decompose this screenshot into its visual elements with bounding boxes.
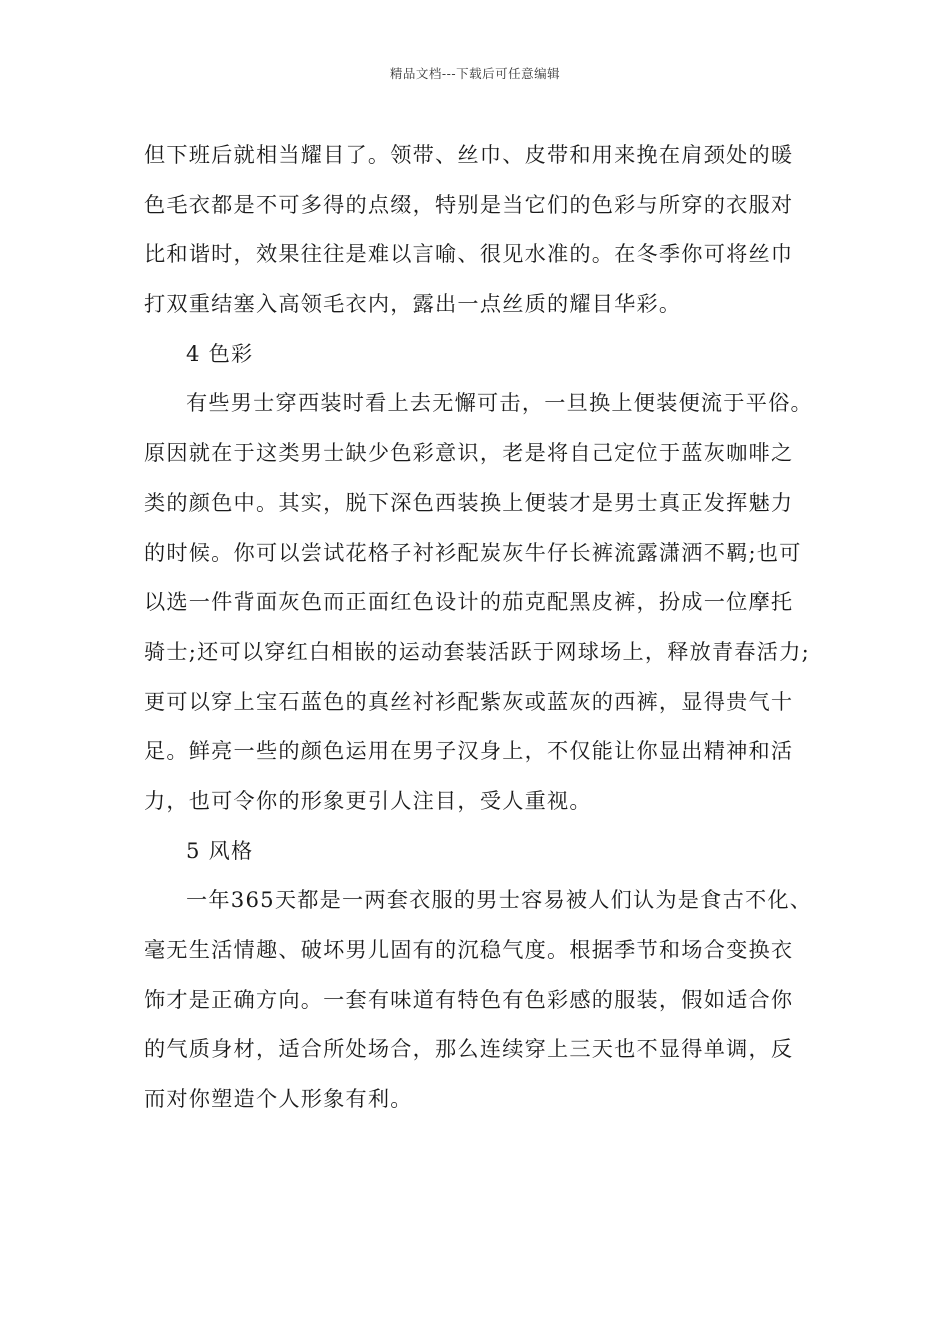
text-line: 的气质身材，适合所处场合，那么连续穿上三天也不显得单调，反 — [144, 1036, 794, 1062]
text-line: 类的颜色中。其实，脱下深色西装换上便装才是男士真正发挥魅力 — [144, 489, 794, 515]
text-line: 饰才是正确方向。一套有味道有特色有色彩感的服装，假如适合你 — [144, 986, 794, 1012]
text-line: 一年365天都是一两套衣服的男士容易被人们认为是食古不化、 — [186, 887, 813, 913]
text-line: 更可以穿上宝石蓝色的真丝衬衫配紫灰或蓝灰的西裤，显得贵气十 — [144, 688, 794, 714]
text-line: 骑士;还可以穿红白相嵌的运动套装活跃于网球场上，释放青春活力; — [144, 638, 810, 664]
text-line: 以选一件背面灰色而正面红色设计的茄克配黑皮裤，扮成一位摩托 — [144, 589, 794, 615]
text-line: 5 风格 — [186, 837, 254, 863]
text-line: 有些男士穿西装时看上去无懈可击，一旦换上便装便流于平俗。 — [186, 390, 813, 416]
text-line: 比和谐时，效果往往是难以言喻、很见水准的。在冬季你可将丝巾 — [144, 241, 794, 267]
text-line: 但下班后就相当耀目了。领带、丝巾、皮带和用来挽在肩颈处的暖 — [144, 142, 794, 167]
text-line: 的时候。你可以尝试花格子衬衫配炭灰牛仔长裤流露潇洒不羁;也可 — [144, 539, 802, 565]
text-line: 力，也可令你的形象更引人注目，受人重视。 — [144, 787, 592, 813]
text-line: 4 色彩 — [186, 340, 254, 366]
text-line: 色毛衣都是不可多得的点缀，特别是当它们的色彩与所穿的衣服对 — [144, 191, 794, 217]
text-line: 而对你塑造个人形象有利。 — [144, 1086, 413, 1112]
page-header: 精品文档---下载后可任意编辑 — [389, 66, 561, 81]
text-line: 打双重结塞入高领毛衣内，露出一点丝质的耀目华彩。 — [144, 291, 682, 317]
text-line: 毫无生活情趣、破坏男儿固有的沉稳气度。根据季节和场合变换衣 — [144, 937, 794, 962]
body-text — [144, 130, 812, 1124]
text-line: 足。鲜亮一些的颜色运用在男子汉身上，不仅能让你显出精神和活 — [144, 738, 794, 764]
text-line: 原因就在于这类男士缺少色彩意识，老是将自己定位于蓝灰咖啡之 — [144, 440, 794, 466]
